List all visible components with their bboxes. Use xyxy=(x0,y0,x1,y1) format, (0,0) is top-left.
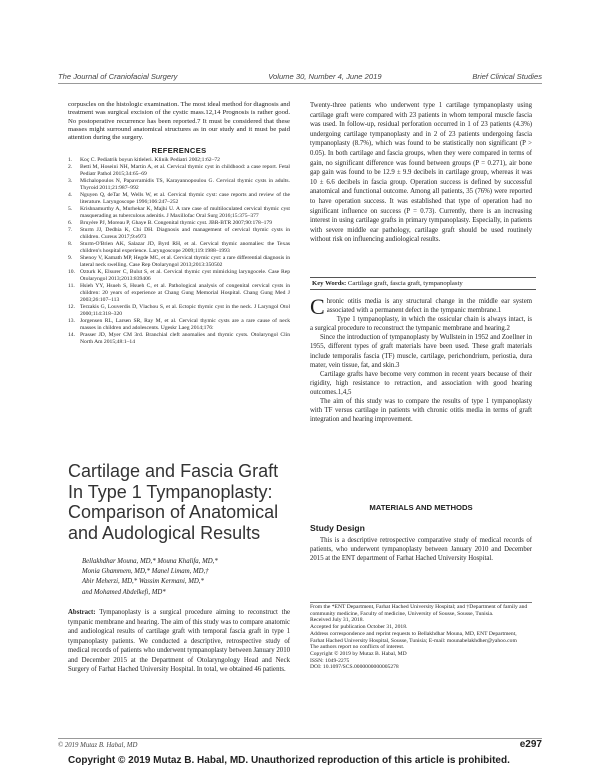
author-list xyxy=(82,557,294,598)
footnote: Copyright © 2019 by Mutaz B. Habal, MD xyxy=(310,650,407,657)
page-number: e297 xyxy=(519,739,542,750)
reference-item xyxy=(68,332,290,346)
reference-text: Bruyère PJ, Moreau P, Ghaye B. Congenital thymic cyst. JBR-BTR 2007;90:178–179 xyxy=(80,220,273,227)
reference-text: Shenoy V, Kamath MP, Hegde MC, et al. Cervical thymic cyst: a rare differential diagnosis in lateral neck swelling. Case Rep Otolaryngol 2013;2013:350502 xyxy=(80,255,290,269)
study-design-text: This is a descriptive retrospective comparative study of medical records of patients, who underwent tympanoplasty between January 2010 and December 2015 at the ENT department of Farhat Hached University Hospital. xyxy=(310,537,532,563)
abstract-label: Abstract: xyxy=(68,609,96,616)
study-design-heading: Study Design xyxy=(310,523,365,533)
reference-item xyxy=(68,206,290,220)
reference-number: 8. xyxy=(68,241,73,248)
intro-paragraph: Since the introduction of tympanoplasty by Wullstein in 1952 and Zoellner in 1955, different types of graft materials have been used. These graft materials include temporalis fascia (TF) muscle, cartilage, perichondrium, periostia, dura mater, vein tissue, fat, and skin.3 xyxy=(310,334,532,369)
reference-item xyxy=(68,164,290,178)
abstract-continued-text: Twenty-three patients who underwent type 1 cartilage tympanoplasty using cartilage graft were compared with 23 patients in whom temporal muscle fascia was used. In follow-up, residual perforation occurred in 1 of 23 patients (4.3%) undergoing cartilage tympanoplasty and in 2 of 23 patients undergoing fascia tympanoplasty (8.7%), which was found to be statistically non significant (P > 0.05). In both cartilage and fascia groups, when they were compared in terms of gain, no significant difference was found between groups (P = 0.271), air bone gap gain was found to be 12.9 ± 9.9 decibels in cartilage group, whereas it was 10 ± 6.6 decibels in fascia group. Operation success is defined by successful anatomical and functional outcome. Among all patients, 35 (76%) were reported to have operation success. It was established that type of operation had no significant influence on success (P = 0.73). Currently, there is an increasing interest in using cartilage grafts in primary tympanoplasty. Especially, in patients with severe middle ear pathology, cartilage graft should be used routinely without risk on influencing audiological results. xyxy=(310,102,532,244)
methods-heading: MATERIALS AND METHODS xyxy=(369,503,473,512)
reference-item xyxy=(68,178,290,192)
reference-number: 7. xyxy=(68,227,73,234)
reference-text: Hsieh YY, Hsueh S, Hsueh C, et al. Pathological analysis of congenital cervical cysts in children: 20 years of experience at Chang Gung Memorial Hospital. Chang Gung Med J 2003;26:107–113 xyxy=(80,283,290,303)
reference-number: 13. xyxy=(68,318,75,325)
footnotes xyxy=(310,604,532,671)
reference-number: 12. xyxy=(68,304,75,311)
introduction xyxy=(310,294,532,424)
reference-item xyxy=(68,255,290,269)
reference-text: Nguyen Q, deTar M, Wells W, et al. Cervical thymic cyst: case reports and review of the literature. Laryngoscope 1996;106:247–252 xyxy=(80,192,290,205)
abstract-text: Tympanoplasty is a surgical procedure aiming to reconstruct the tympanic membrane and hearing. The aim of this study was to compare anatomic and audiological results of cartilage graft with temporal fascia graft in type 1 tympanoplasty patients. We conducted a descriptive, retrospective study of medical records of patients who underwent tympanoplasty between January 2010 and December 2015 at the Department of Otolaryngology Head and Neck Surgery of Farhat Hached University Hospital. In total, we obtained 46 patients. xyxy=(68,609,290,673)
reference-text: Terzakis G, Louverdis D, Vlachou S, et al. Ectopic thymic cyst in the neck. J Laryngol Otol 2000;114:318–320 xyxy=(80,304,290,317)
author-line: Monia Ghammem, MD,* Manel Limam, MD,† xyxy=(82,568,209,576)
author-line: and Mohamed Abdelkefi, MD* xyxy=(82,588,166,596)
abstract xyxy=(68,608,290,675)
footer-rule xyxy=(58,738,542,739)
reference-item xyxy=(68,241,290,255)
intro-paragraph: The aim of this study was to compare the results of type 1 tympanoplasty with TF versus cartilage in patients with chronic otitis media in terms of graft integration and hearing improvement. xyxy=(310,398,532,424)
reference-text: Michalopoulos N, Papavramidis TS, Karayannopoulou G. Cervical thymic cysts in adults. Thyroid 2011;21:987–992 xyxy=(80,178,290,191)
reference-text: Koç C. Pediatrik boyun kitleleri. Klinik Pediatri 2002;1:62–72 xyxy=(80,157,220,163)
reference-text: Sturm JJ, Dedhia K, Chi DH. Diagnosis and management of cervical thymic cysts in children. Cureus 2017;9:e973 xyxy=(80,227,290,241)
reference-number: 3. xyxy=(68,178,73,185)
running-header xyxy=(58,72,542,81)
references-heading: REFERENCES xyxy=(151,146,207,155)
reference-text: Betti M, Hoseini NH, Martin A, et al. Cervical thymic cyst in childhood: a case report. Fetal Pediatr Pathol 2015;34:65–69 xyxy=(80,164,290,177)
reference-text: Prasser JD, Myer CM 3rd. Branchial cleft anomalies and thymic cysts. Otolaryngol Clin North Am 2015;48:1–14 xyxy=(80,332,290,345)
reference-item xyxy=(68,283,290,303)
footnote: Address correspondence and reprint requests to Bellakhdhar Mouna, MD, ENT Department, Farhat Hached University Hospital, Sousse, Tunisia; E-mail: mounabelakhdher@yahoo.com xyxy=(310,630,517,644)
issue-info: Volume 30, Number 4, June 2019 xyxy=(268,72,382,81)
abstract-continued xyxy=(310,101,532,245)
intro-paragraph: hronic otitis media is any structural change in the middle ear system associated with a permanent defect in the tympanic membrane.1 xyxy=(326,298,532,315)
reference-number: 4. xyxy=(68,192,73,199)
drop-cap: C xyxy=(310,294,325,319)
reference-number: 9. xyxy=(68,255,73,262)
journal-name: The Journal of Craniofacial Surgery xyxy=(58,72,178,81)
previous-article-text xyxy=(68,101,290,142)
intro-paragraph: Type 1 tympanoplasty, in which the ossicular chain is always intact, is a surgical procedure to reconstruct the tympanic membrane and hearing.2 xyxy=(310,316,532,333)
author-line: Bellakhdhar Mouna, MD,* Mouna Khalifa, MD,* xyxy=(82,558,218,565)
reference-number: 5. xyxy=(68,206,73,213)
reference-item xyxy=(68,192,290,206)
study-design-section xyxy=(310,536,532,563)
keywords-text: Cartilage graft, fascia graft, tympanoplasty xyxy=(346,280,463,287)
reference-text: Jorgensen RL, Larsen SR, Ray M, et al. Cervical thymic cysts are a rare cause of neck masses in children and adolescents. Ugeskr Laeg 2014;176: xyxy=(80,318,290,331)
author-line: Abir Meherzi, MD,* Wassim Kermani, MD,* xyxy=(82,578,204,586)
references-list xyxy=(68,157,290,346)
reference-item xyxy=(68,318,290,332)
header-rule xyxy=(58,83,542,84)
section-name: Brief Clinical Studies xyxy=(472,72,542,81)
copyright-notice: Copyright © 2019 Mutaz B. Habal, MD. Unauthorized reproduction of this article is prohibited. xyxy=(68,755,510,766)
reference-item xyxy=(68,157,290,164)
reference-number: 6. xyxy=(68,220,73,227)
reference-number: 10. xyxy=(68,269,75,276)
reference-number: 2. xyxy=(68,164,73,171)
reference-text: Sturm-O'Brien AK, Salazar JD, Byrd RH, et al. Cervical thymic anomalies: the Texas children's hospital experience. Laryngoscope 2009;119:1988–1993 xyxy=(80,241,290,255)
reference-item xyxy=(68,220,290,227)
footnote: ISSN: 1049-2275 xyxy=(310,657,350,664)
reference-text: Krishnamurthy A, Murhekar K, Majhi U. A rare case of multiloculated cervical thymic cyst masquerading as tuberculous adenitis. J Maxillofac Oral Surg 2016;15:375–377 xyxy=(80,206,290,219)
reference-number: 1. xyxy=(68,157,73,163)
footnote: Accepted for publication October 31, 2018. xyxy=(310,624,408,631)
footer-copyright: © 2019 Mutaz B. Habal, MD xyxy=(58,742,138,749)
keywords-box xyxy=(310,277,536,290)
footnote-rule xyxy=(310,602,532,603)
reference-item xyxy=(68,269,290,283)
reference-item xyxy=(68,227,290,241)
previous-article-paragraph: corpuscles on the histologic examination. The most ideal method for diagnosis and treatment was surgical excision of the cystic mass.12,14 Prognosis is rather good. No postoperative recurrence has been reported.7 It must be considered that these masses might surround anatomical structures as in our study and it must be paid attention during the surgery. xyxy=(68,101,290,141)
reference-text: Ozturk K, Elsurer C, Bulut S, et al. Cervical thymic cyst mimicking laryngocele. Case Rep Otolaryngol 2013;2013:839406 xyxy=(80,269,290,283)
footnote: From the *ENT Department, Farhat Hached University Hospital; and †Department of family and community medicine, Faculty of medicine, University of Sousse, Sousse, Tunisia. xyxy=(310,604,528,617)
keywords-label: Key Words: xyxy=(312,280,347,287)
footnote: The authors report no conflicts of interest. xyxy=(310,644,405,651)
intro-paragraph: Cartilage grafts have become very common in recent years because of their rigidity, high resistance to retraction, and association with good hearing outcomes.1,4,5 xyxy=(310,370,532,396)
reference-item xyxy=(68,304,290,318)
article-title: Cartilage and Fascia Graft In Type 1 Tympanoplasty: Comparison of Anatomical and Audological Results xyxy=(68,461,279,543)
footnote: DOI: 10.1097/SCS.0000000000005278 xyxy=(310,664,399,671)
footnote: Received July 31, 2018. xyxy=(310,617,364,624)
reference-number: 11. xyxy=(68,283,75,290)
reference-number: 14. xyxy=(68,332,75,338)
